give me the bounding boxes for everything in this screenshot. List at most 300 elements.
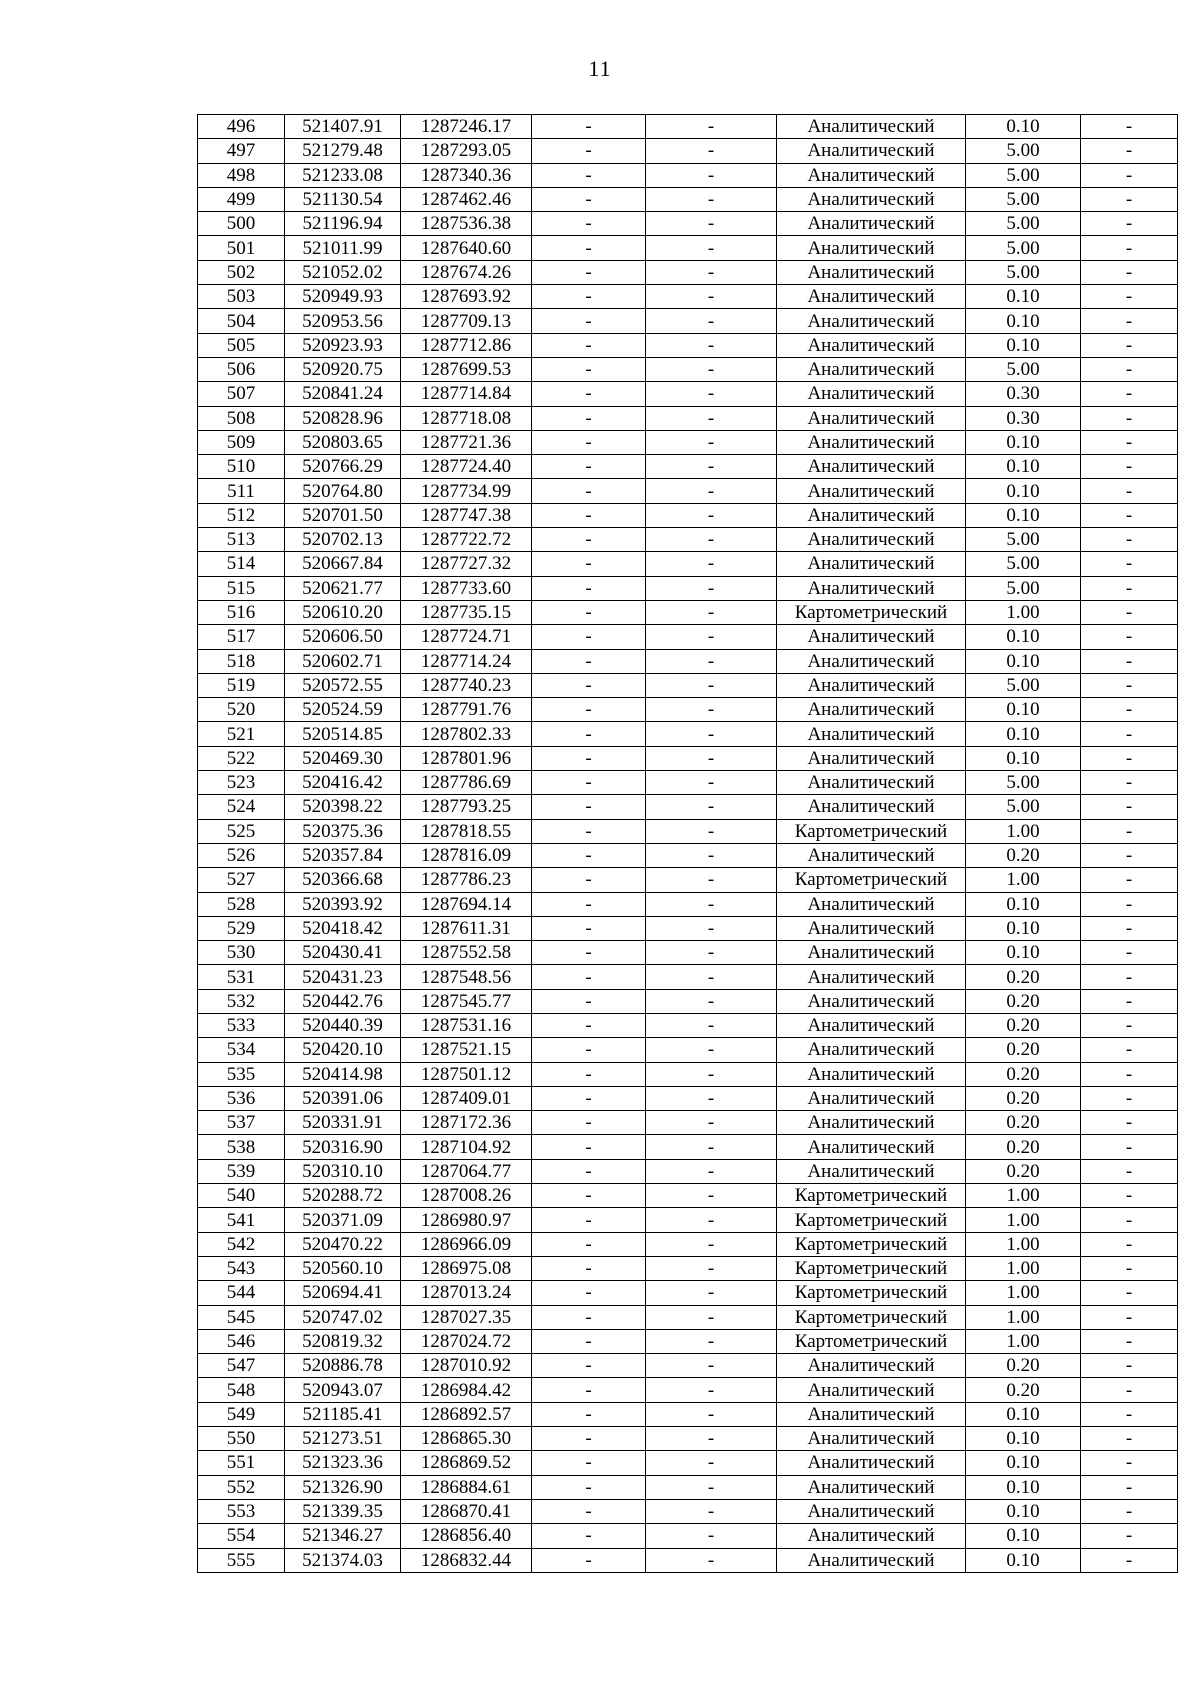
cell-empty-col-1: - [532, 1062, 646, 1086]
cell-empty-col-3: - [1081, 819, 1178, 843]
cell-empty-col-1: - [532, 916, 646, 940]
cell-empty-col-2: - [646, 1135, 777, 1159]
cell-empty-col-2: - [646, 892, 777, 916]
cell-method: Аналитический [777, 406, 966, 430]
cell-y-coordinate: 1287786.23 [401, 868, 532, 892]
cell-point-number: 508 [198, 406, 285, 430]
cell-empty-col-3: - [1081, 698, 1178, 722]
cell-empty-col-1: - [532, 843, 646, 867]
cell-x-coordinate: 520357.84 [285, 843, 401, 867]
cell-x-coordinate: 520766.29 [285, 455, 401, 479]
table-row [198, 260, 1178, 284]
cell-empty-col-2: - [646, 746, 777, 770]
cell-x-coordinate: 520442.76 [285, 989, 401, 1013]
cell-empty-col-3: - [1081, 1451, 1178, 1475]
cell-point-number: 509 [198, 430, 285, 454]
cell-empty-col-3: - [1081, 309, 1178, 333]
cell-empty-col-1: - [532, 333, 646, 357]
cell-y-coordinate: 1287718.08 [401, 406, 532, 430]
cell-method: Аналитический [777, 576, 966, 600]
cell-empty-col-2: - [646, 1378, 777, 1402]
cell-y-coordinate: 1287727.32 [401, 552, 532, 576]
cell-x-coordinate: 521339.35 [285, 1499, 401, 1523]
cell-method: Аналитический [777, 625, 966, 649]
cell-empty-col-3: - [1081, 1524, 1178, 1548]
cell-x-coordinate: 520470.22 [285, 1232, 401, 1256]
cell-point-number: 534 [198, 1038, 285, 1062]
cell-empty-col-3: - [1081, 843, 1178, 867]
cell-point-number: 537 [198, 1111, 285, 1135]
cell-point-number: 513 [198, 528, 285, 552]
cell-empty-col-2: - [646, 552, 777, 576]
cell-empty-col-2: - [646, 771, 777, 795]
table-row [198, 600, 1178, 624]
table-row [198, 868, 1178, 892]
cell-empty-col-1: - [532, 1111, 646, 1135]
cell-empty-col-3: - [1081, 1086, 1178, 1110]
table-row [198, 1305, 1178, 1329]
cell-y-coordinate: 1287293.05 [401, 139, 532, 163]
cell-empty-col-1: - [532, 1256, 646, 1280]
cell-point-number: 545 [198, 1305, 285, 1329]
cell-empty-col-2: - [646, 1086, 777, 1110]
cell-point-number: 507 [198, 382, 285, 406]
cell-y-coordinate: 1287008.26 [401, 1184, 532, 1208]
cell-accuracy: 5.00 [966, 212, 1081, 236]
cell-accuracy: 5.00 [966, 771, 1081, 795]
cell-accuracy: 0.10 [966, 115, 1081, 139]
cell-empty-col-2: - [646, 503, 777, 527]
cell-empty-col-2: - [646, 1402, 777, 1426]
cell-empty-col-1: - [532, 1013, 646, 1037]
cell-empty-col-1: - [532, 1378, 646, 1402]
table-row [198, 187, 1178, 211]
cell-point-number: 500 [198, 212, 285, 236]
cell-method: Аналитический [777, 1427, 966, 1451]
cell-empty-col-2: - [646, 1281, 777, 1305]
cell-x-coordinate: 520375.36 [285, 819, 401, 843]
cell-method: Аналитический [777, 1013, 966, 1037]
cell-point-number: 540 [198, 1184, 285, 1208]
cell-x-coordinate: 520949.93 [285, 285, 401, 309]
cell-accuracy: 0.10 [966, 892, 1081, 916]
cell-empty-col-1: - [532, 1281, 646, 1305]
cell-empty-col-2: - [646, 139, 777, 163]
cell-accuracy: 0.10 [966, 1499, 1081, 1523]
cell-y-coordinate: 1287521.15 [401, 1038, 532, 1062]
table-row [198, 1013, 1178, 1037]
cell-empty-col-1: - [532, 430, 646, 454]
cell-accuracy: 5.00 [966, 163, 1081, 187]
cell-point-number: 555 [198, 1548, 285, 1572]
cell-method: Аналитический [777, 941, 966, 965]
cell-empty-col-2: - [646, 1354, 777, 1378]
cell-accuracy: 0.30 [966, 406, 1081, 430]
cell-empty-col-1: - [532, 115, 646, 139]
cell-point-number: 503 [198, 285, 285, 309]
cell-accuracy: 0.20 [966, 1159, 1081, 1183]
cell-empty-col-3: - [1081, 406, 1178, 430]
cell-y-coordinate: 1287734.99 [401, 479, 532, 503]
cell-empty-col-1: - [532, 455, 646, 479]
cell-point-number: 529 [198, 916, 285, 940]
cell-empty-col-3: - [1081, 1354, 1178, 1378]
cell-empty-col-3: - [1081, 333, 1178, 357]
cell-empty-col-3: - [1081, 528, 1178, 552]
cell-x-coordinate: 520602.71 [285, 649, 401, 673]
table-row [198, 139, 1178, 163]
cell-empty-col-1: - [532, 868, 646, 892]
cell-empty-col-3: - [1081, 1135, 1178, 1159]
table-row [198, 163, 1178, 187]
cell-empty-col-3: - [1081, 1475, 1178, 1499]
cell-point-number: 552 [198, 1475, 285, 1499]
table-row [198, 892, 1178, 916]
cell-accuracy: 0.10 [966, 1548, 1081, 1572]
cell-y-coordinate: 1287801.96 [401, 746, 532, 770]
cell-x-coordinate: 520610.20 [285, 600, 401, 624]
cell-method: Картометрический [777, 1256, 966, 1280]
cell-x-coordinate: 521196.94 [285, 212, 401, 236]
cell-method: Аналитический [777, 333, 966, 357]
cell-empty-col-1: - [532, 1038, 646, 1062]
cell-point-number: 527 [198, 868, 285, 892]
cell-accuracy: 5.00 [966, 260, 1081, 284]
cell-point-number: 518 [198, 649, 285, 673]
cell-y-coordinate: 1287462.46 [401, 187, 532, 211]
table-row [198, 1062, 1178, 1086]
cell-accuracy: 5.00 [966, 552, 1081, 576]
cell-empty-col-3: - [1081, 1548, 1178, 1572]
cell-empty-col-3: - [1081, 576, 1178, 600]
cell-method: Аналитический [777, 795, 966, 819]
cell-method: Картометрический [777, 1281, 966, 1305]
cell-method: Аналитический [777, 1086, 966, 1110]
table-row [198, 1256, 1178, 1280]
cell-empty-col-2: - [646, 1305, 777, 1329]
cell-y-coordinate: 1287791.76 [401, 698, 532, 722]
cell-y-coordinate: 1287409.01 [401, 1086, 532, 1110]
cell-method: Аналитический [777, 455, 966, 479]
cell-y-coordinate: 1287674.26 [401, 260, 532, 284]
cell-x-coordinate: 520667.84 [285, 552, 401, 576]
cell-empty-col-3: - [1081, 771, 1178, 795]
cell-y-coordinate: 1287793.25 [401, 795, 532, 819]
cell-accuracy: 0.10 [966, 479, 1081, 503]
cell-method: Аналитический [777, 722, 966, 746]
table-row [198, 916, 1178, 940]
cell-method: Аналитический [777, 139, 966, 163]
cell-empty-col-1: - [532, 552, 646, 576]
cell-accuracy: 0.20 [966, 1062, 1081, 1086]
cell-point-number: 532 [198, 989, 285, 1013]
cell-empty-col-3: - [1081, 382, 1178, 406]
table-row [198, 1038, 1178, 1062]
cell-empty-col-2: - [646, 1427, 777, 1451]
cell-point-number: 543 [198, 1256, 285, 1280]
cell-y-coordinate: 1286892.57 [401, 1402, 532, 1426]
cell-empty-col-2: - [646, 965, 777, 989]
cell-empty-col-3: - [1081, 649, 1178, 673]
cell-x-coordinate: 520920.75 [285, 357, 401, 381]
cell-method: Аналитический [777, 1135, 966, 1159]
cell-x-coordinate: 520923.93 [285, 333, 401, 357]
cell-method: Картометрический [777, 600, 966, 624]
cell-empty-col-1: - [532, 1208, 646, 1232]
cell-empty-col-3: - [1081, 1208, 1178, 1232]
cell-empty-col-1: - [532, 1499, 646, 1523]
cell-empty-col-3: - [1081, 1402, 1178, 1426]
table-row [198, 989, 1178, 1013]
cell-empty-col-2: - [646, 989, 777, 1013]
cell-y-coordinate: 1287545.77 [401, 989, 532, 1013]
cell-x-coordinate: 520572.55 [285, 673, 401, 697]
cell-empty-col-3: - [1081, 1305, 1178, 1329]
cell-point-number: 536 [198, 1086, 285, 1110]
cell-method: Аналитический [777, 1378, 966, 1402]
cell-empty-col-2: - [646, 1451, 777, 1475]
cell-empty-col-1: - [532, 819, 646, 843]
cell-empty-col-3: - [1081, 722, 1178, 746]
cell-empty-col-3: - [1081, 1111, 1178, 1135]
cell-y-coordinate: 1287693.92 [401, 285, 532, 309]
cell-empty-col-2: - [646, 649, 777, 673]
table-row [198, 430, 1178, 454]
cell-empty-col-3: - [1081, 1378, 1178, 1402]
cell-empty-col-2: - [646, 212, 777, 236]
cell-point-number: 511 [198, 479, 285, 503]
table-row [198, 1402, 1178, 1426]
cell-method: Аналитический [777, 771, 966, 795]
cell-method: Аналитический [777, 843, 966, 867]
cell-x-coordinate: 520418.42 [285, 916, 401, 940]
cell-method: Аналитический [777, 212, 966, 236]
table-row [198, 115, 1178, 139]
cell-method: Картометрический [777, 1329, 966, 1353]
cell-x-coordinate: 520702.13 [285, 528, 401, 552]
cell-x-coordinate: 520819.32 [285, 1329, 401, 1353]
cell-y-coordinate: 1286980.97 [401, 1208, 532, 1232]
cell-empty-col-3: - [1081, 916, 1178, 940]
cell-x-coordinate: 520514.85 [285, 722, 401, 746]
cell-x-coordinate: 521011.99 [285, 236, 401, 260]
table-row [198, 236, 1178, 260]
cell-accuracy: 1.00 [966, 600, 1081, 624]
cell-y-coordinate: 1287064.77 [401, 1159, 532, 1183]
cell-accuracy: 0.20 [966, 1013, 1081, 1037]
cell-x-coordinate: 520316.90 [285, 1135, 401, 1159]
cell-method: Картометрический [777, 1208, 966, 1232]
cell-method: Аналитический [777, 187, 966, 211]
cell-point-number: 521 [198, 722, 285, 746]
cell-empty-col-3: - [1081, 139, 1178, 163]
cell-accuracy: 0.10 [966, 698, 1081, 722]
cell-y-coordinate: 1287722.72 [401, 528, 532, 552]
cell-accuracy: 0.30 [966, 382, 1081, 406]
cell-empty-col-2: - [646, 406, 777, 430]
cell-point-number: 497 [198, 139, 285, 163]
cell-empty-col-3: - [1081, 479, 1178, 503]
cell-x-coordinate: 520747.02 [285, 1305, 401, 1329]
table-row [198, 1354, 1178, 1378]
cell-empty-col-3: - [1081, 625, 1178, 649]
cell-accuracy: 5.00 [966, 357, 1081, 381]
table-row [198, 357, 1178, 381]
cell-empty-col-2: - [646, 285, 777, 309]
cell-empty-col-3: - [1081, 1232, 1178, 1256]
cell-point-number: 528 [198, 892, 285, 916]
coordinates-table [197, 114, 1178, 1573]
cell-empty-col-3: - [1081, 285, 1178, 309]
cell-y-coordinate: 1287818.55 [401, 819, 532, 843]
cell-y-coordinate: 1287024.72 [401, 1329, 532, 1353]
cell-method: Аналитический [777, 746, 966, 770]
cell-empty-col-1: - [532, 479, 646, 503]
cell-empty-col-1: - [532, 503, 646, 527]
cell-empty-col-3: - [1081, 163, 1178, 187]
cell-point-number: 512 [198, 503, 285, 527]
cell-y-coordinate: 1287552.58 [401, 941, 532, 965]
cell-empty-col-2: - [646, 309, 777, 333]
table-row [198, 1208, 1178, 1232]
cell-empty-col-1: - [532, 576, 646, 600]
cell-accuracy: 1.00 [966, 1184, 1081, 1208]
table-row [198, 673, 1178, 697]
cell-y-coordinate: 1287714.84 [401, 382, 532, 406]
cell-empty-col-2: - [646, 698, 777, 722]
cell-accuracy: 1.00 [966, 1305, 1081, 1329]
cell-x-coordinate: 521346.27 [285, 1524, 401, 1548]
cell-empty-col-2: - [646, 1548, 777, 1572]
cell-point-number: 517 [198, 625, 285, 649]
cell-point-number: 525 [198, 819, 285, 843]
cell-accuracy: 0.10 [966, 1475, 1081, 1499]
cell-empty-col-2: - [646, 528, 777, 552]
cell-accuracy: 0.10 [966, 649, 1081, 673]
cell-point-number: 505 [198, 333, 285, 357]
cell-x-coordinate: 520943.07 [285, 1378, 401, 1402]
cell-empty-col-2: - [646, 722, 777, 746]
table-row [198, 1135, 1178, 1159]
cell-empty-col-1: - [532, 1475, 646, 1499]
cell-empty-col-1: - [532, 1184, 646, 1208]
cell-y-coordinate: 1287802.33 [401, 722, 532, 746]
cell-x-coordinate: 520694.41 [285, 1281, 401, 1305]
cell-method: Аналитический [777, 649, 966, 673]
cell-empty-col-3: - [1081, 1013, 1178, 1037]
cell-x-coordinate: 520430.41 [285, 941, 401, 965]
cell-accuracy: 5.00 [966, 236, 1081, 260]
cell-empty-col-1: - [532, 771, 646, 795]
table-row [198, 698, 1178, 722]
cell-x-coordinate: 520886.78 [285, 1354, 401, 1378]
cell-empty-col-3: - [1081, 1499, 1178, 1523]
table-row [198, 746, 1178, 770]
cell-x-coordinate: 521374.03 [285, 1548, 401, 1572]
cell-y-coordinate: 1287531.16 [401, 1013, 532, 1037]
cell-empty-col-2: - [646, 1013, 777, 1037]
cell-empty-col-2: - [646, 163, 777, 187]
cell-accuracy: 5.00 [966, 576, 1081, 600]
cell-y-coordinate: 1287501.12 [401, 1062, 532, 1086]
cell-y-coordinate: 1287735.15 [401, 600, 532, 624]
table-row [198, 212, 1178, 236]
cell-empty-col-1: - [532, 795, 646, 819]
cell-accuracy: 0.20 [966, 1354, 1081, 1378]
cell-empty-col-1: - [532, 1354, 646, 1378]
cell-x-coordinate: 520469.30 [285, 746, 401, 770]
cell-empty-col-1: - [532, 309, 646, 333]
cell-y-coordinate: 1287640.60 [401, 236, 532, 260]
cell-point-number: 547 [198, 1354, 285, 1378]
cell-x-coordinate: 520560.10 [285, 1256, 401, 1280]
cell-accuracy: 0.10 [966, 333, 1081, 357]
cell-y-coordinate: 1287721.36 [401, 430, 532, 454]
cell-accuracy: 5.00 [966, 187, 1081, 211]
cell-method: Аналитический [777, 1475, 966, 1499]
cell-point-number: 519 [198, 673, 285, 697]
cell-x-coordinate: 520366.68 [285, 868, 401, 892]
cell-point-number: 501 [198, 236, 285, 260]
cell-empty-col-1: - [532, 1135, 646, 1159]
table-row [198, 285, 1178, 309]
cell-y-coordinate: 1287786.69 [401, 771, 532, 795]
table-row [198, 843, 1178, 867]
cell-x-coordinate: 520841.24 [285, 382, 401, 406]
cell-accuracy: 5.00 [966, 673, 1081, 697]
table-row [198, 406, 1178, 430]
cell-y-coordinate: 1287013.24 [401, 1281, 532, 1305]
cell-x-coordinate: 521052.02 [285, 260, 401, 284]
cell-point-number: 522 [198, 746, 285, 770]
cell-method: Аналитический [777, 382, 966, 406]
cell-accuracy: 0.10 [966, 625, 1081, 649]
table-row [198, 1427, 1178, 1451]
cell-x-coordinate: 521233.08 [285, 163, 401, 187]
cell-method: Аналитический [777, 503, 966, 527]
cell-empty-col-2: - [646, 1038, 777, 1062]
cell-method: Аналитический [777, 357, 966, 381]
cell-accuracy: 0.10 [966, 1402, 1081, 1426]
cell-point-number: 553 [198, 1499, 285, 1523]
cell-accuracy: 1.00 [966, 1329, 1081, 1353]
cell-y-coordinate: 1287714.24 [401, 649, 532, 673]
table-row [198, 1524, 1178, 1548]
cell-empty-col-2: - [646, 600, 777, 624]
cell-y-coordinate: 1287709.13 [401, 309, 532, 333]
cell-accuracy: 0.10 [966, 916, 1081, 940]
cell-accuracy: 0.20 [966, 1038, 1081, 1062]
cell-method: Аналитический [777, 528, 966, 552]
cell-method: Аналитический [777, 1402, 966, 1426]
cell-accuracy: 5.00 [966, 795, 1081, 819]
cell-x-coordinate: 520803.65 [285, 430, 401, 454]
cell-empty-col-3: - [1081, 941, 1178, 965]
cell-x-coordinate: 521130.54 [285, 187, 401, 211]
cell-y-coordinate: 1287536.38 [401, 212, 532, 236]
cell-empty-col-3: - [1081, 1159, 1178, 1183]
cell-empty-col-2: - [646, 625, 777, 649]
cell-empty-col-1: - [532, 285, 646, 309]
cell-y-coordinate: 1287712.86 [401, 333, 532, 357]
cell-point-number: 502 [198, 260, 285, 284]
cell-method: Аналитический [777, 236, 966, 260]
cell-empty-col-2: - [646, 236, 777, 260]
cell-x-coordinate: 521323.36 [285, 1451, 401, 1475]
cell-point-number: 520 [198, 698, 285, 722]
cell-accuracy: 0.10 [966, 285, 1081, 309]
cell-y-coordinate: 1287010.92 [401, 1354, 532, 1378]
